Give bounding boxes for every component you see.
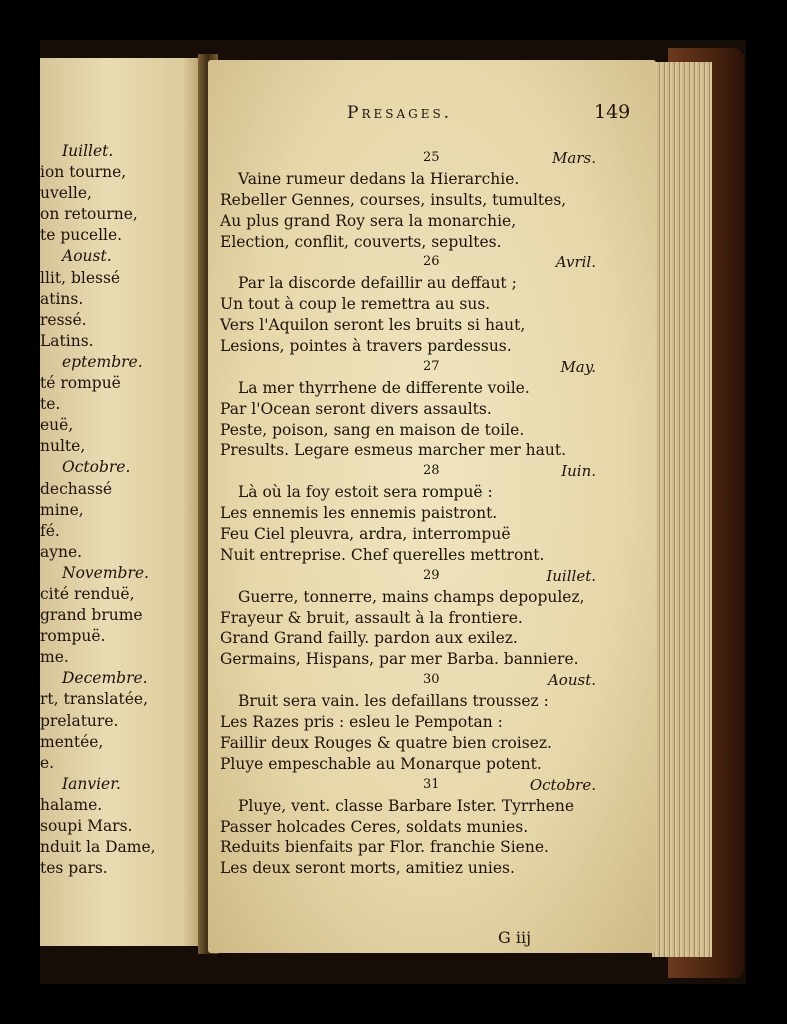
- verse-line-text: Election, conflit, couverts, sepultes.: [220, 232, 502, 251]
- quatrain-number: 30: [423, 672, 440, 688]
- page-header: [208, 103, 656, 127]
- verse-line-text: Frayeur & bruit, assault à la frontiere.: [220, 608, 523, 627]
- left-page-line: halame.: [40, 795, 103, 814]
- verse-line: [208, 503, 656, 524]
- book-photo: [40, 40, 746, 984]
- verse-line-text: Par la discorde defaillir au deffaut ;: [238, 274, 517, 293]
- left-page-line: té rompuë: [40, 374, 121, 393]
- left-page-line: llit, blessé: [40, 268, 121, 287]
- left-page-line: tes pars.: [40, 859, 108, 878]
- page-edges: [652, 62, 712, 957]
- left-page: [40, 58, 208, 946]
- verse-line: [208, 336, 656, 357]
- left-page-line: nulte,: [40, 437, 86, 456]
- left-page-line: Latins.: [40, 331, 94, 350]
- verse-line: [208, 837, 656, 858]
- quatrain-number: 29: [423, 567, 440, 583]
- quatrain-heading: [208, 357, 656, 378]
- verse-line: [208, 420, 656, 441]
- quatrain-month: May.: [560, 357, 596, 376]
- verse-line: [208, 232, 656, 253]
- left-page-text: [40, 141, 208, 879]
- verse-line-text: Vers l'Aquilon seront les bruits si haut,: [220, 316, 526, 335]
- left-page-line: ayne.: [40, 542, 83, 561]
- verse-line: [208, 190, 656, 211]
- verse-line-text: Pluye, vent. classe Barbare Ister. Tyrrhene: [238, 796, 575, 815]
- verse-line: [208, 273, 656, 294]
- left-page-line: mentée,: [40, 732, 104, 751]
- verse-line-text: Nuit entreprise. Chef querelles mettront.: [220, 545, 545, 564]
- verse-line-text: Reduits bienfaits par Flor. franchie Siene.: [220, 838, 549, 857]
- quatrain-heading: [208, 148, 656, 169]
- quatrain-number: 27: [423, 358, 440, 374]
- verse-line: [208, 294, 656, 315]
- quatrain-month: Mars.: [552, 149, 596, 167]
- left-page-line: grand brume: [40, 606, 143, 625]
- verse-line-text: Grand Grand failly. pardon aux exilez.: [220, 629, 518, 648]
- left-page-line: Ianvier.: [62, 774, 121, 793]
- verse-line: [208, 378, 656, 399]
- verse-line: [208, 754, 656, 775]
- verse-line: [208, 628, 656, 649]
- quatrains: [208, 148, 656, 879]
- left-page-line: ressé.: [40, 310, 87, 329]
- verse-line-text: Bruit sera vain. les defaillans troussez :: [238, 692, 549, 711]
- quatrain-number: 31: [423, 776, 440, 792]
- left-page-line: Novembre.: [62, 563, 149, 582]
- left-page-line: uvelle,: [40, 184, 92, 203]
- quatrain-heading: [208, 670, 656, 691]
- left-page-line: on retourne,: [40, 205, 138, 224]
- verse-line-text: Là où la foy estoit sera rompuë :: [238, 483, 493, 502]
- verse-line: [208, 587, 656, 608]
- left-page-line: nduit la Dame,: [40, 838, 156, 857]
- verse-line-text: Feu Ciel pleuvra, ardra, interrompuë: [220, 525, 511, 544]
- verse-line-text: Presults. Legare esmeus marcher mer haut.: [220, 441, 567, 460]
- left-page-line: prelature.: [40, 711, 119, 730]
- quatrain-number: 25: [423, 150, 440, 165]
- left-page-line: e.: [40, 753, 55, 772]
- left-page-line: eptembre.: [62, 352, 143, 371]
- verse-line: [208, 169, 656, 190]
- verse-line-text: Guerre, tonnerre, mains champs depopulez,: [238, 587, 585, 606]
- verse-line: [208, 817, 656, 838]
- verse-line: [208, 211, 656, 232]
- verse-line-text: La mer thyrrhene de differente voile.: [238, 378, 530, 397]
- left-page-line: Decembre.: [62, 669, 148, 688]
- verse-line-text: Peste, poison, sang en maison de toile.: [220, 420, 525, 439]
- verse-line: [208, 712, 656, 733]
- verse-line-text: Les Razes pris : esleu le Pempotan :: [220, 713, 503, 732]
- left-page-line: soupi Mars.: [40, 817, 133, 835]
- left-page-line: Iuillet.: [62, 142, 114, 160]
- quatrain-month: Iuillet.: [546, 566, 596, 585]
- verse-line: [208, 608, 656, 629]
- left-page-line: cité renduë,: [40, 584, 135, 603]
- verse-line: [208, 440, 656, 461]
- verse-line: [208, 482, 656, 503]
- quatrain-month: Iuin.: [561, 462, 596, 481]
- left-page-line: te.: [40, 395, 61, 414]
- verse-line: [208, 315, 656, 336]
- left-page-line: Aoust.: [62, 247, 112, 266]
- left-page-line: rompuë.: [40, 627, 106, 646]
- quatrain-heading: [208, 252, 656, 273]
- verse-line: [208, 399, 656, 420]
- left-page-line: euë,: [40, 416, 74, 435]
- right-page: [208, 60, 656, 953]
- quatrain-month: Avril.: [555, 253, 596, 272]
- left-page-line: mine,: [40, 500, 84, 519]
- quatrain-heading: [208, 775, 656, 796]
- left-page-line: atins.: [40, 289, 84, 308]
- verse-line-text: Par l'Ocean seront divers assaults.: [220, 399, 492, 418]
- verse-line: [208, 858, 656, 879]
- page-number: 149: [594, 101, 631, 123]
- verse-line-text: Faillir deux Rouges & quatre bien croisez.: [220, 733, 552, 752]
- verse-line-text: Rebeller Gennes, courses, insults, tumultes,: [220, 190, 567, 209]
- signature-mark: G iij: [498, 928, 532, 947]
- quatrain-month: Aoust.: [547, 671, 596, 690]
- verse-line: [208, 545, 656, 566]
- quatrain-month: Octobre.: [529, 775, 596, 794]
- left-page-line: te pucelle.: [40, 226, 123, 245]
- quatrain-heading: [208, 566, 656, 587]
- quatrain-number: 28: [423, 463, 440, 479]
- verse-line-text: Au plus grand Roy sera la monarchie,: [220, 211, 517, 230]
- verse-line-text: Les deux seront morts, amitiez unies.: [220, 859, 515, 878]
- left-page-line: me.: [40, 648, 69, 667]
- verse-line-text: Un tout à coup le remettra au sus.: [220, 295, 491, 314]
- left-page-line: dechassé: [40, 479, 113, 498]
- left-page-line: rt, translatée,: [40, 690, 149, 709]
- left-page-line: Octobre.: [62, 458, 131, 477]
- verse-line-text: Passer holcades Ceres, soldats munies.: [220, 817, 529, 836]
- quatrain-number: 26: [423, 254, 440, 270]
- verse-line: [208, 733, 656, 754]
- running-title: Presages.: [347, 103, 453, 123]
- verse-line-text: Lesions, pointes à travers pardessus.: [220, 337, 512, 356]
- quatrain-heading: [208, 461, 656, 482]
- verse-line: [208, 796, 656, 817]
- verse-line-text: Vaine rumeur dedans la Hierarchie.: [238, 169, 520, 188]
- left-page-line: ion tourne,: [40, 163, 127, 182]
- verse-line-text: Germains, Hispans, par mer Barba. banniere.: [220, 650, 579, 669]
- verse-line: [208, 691, 656, 712]
- verse-line-text: Les ennemis les ennemis paistront.: [220, 504, 498, 523]
- verse-line-text: Pluye empeschable au Monarque potent.: [220, 754, 542, 773]
- verse-line: [208, 649, 656, 670]
- left-page-line: fé.: [40, 521, 60, 540]
- verse-line: [208, 524, 656, 545]
